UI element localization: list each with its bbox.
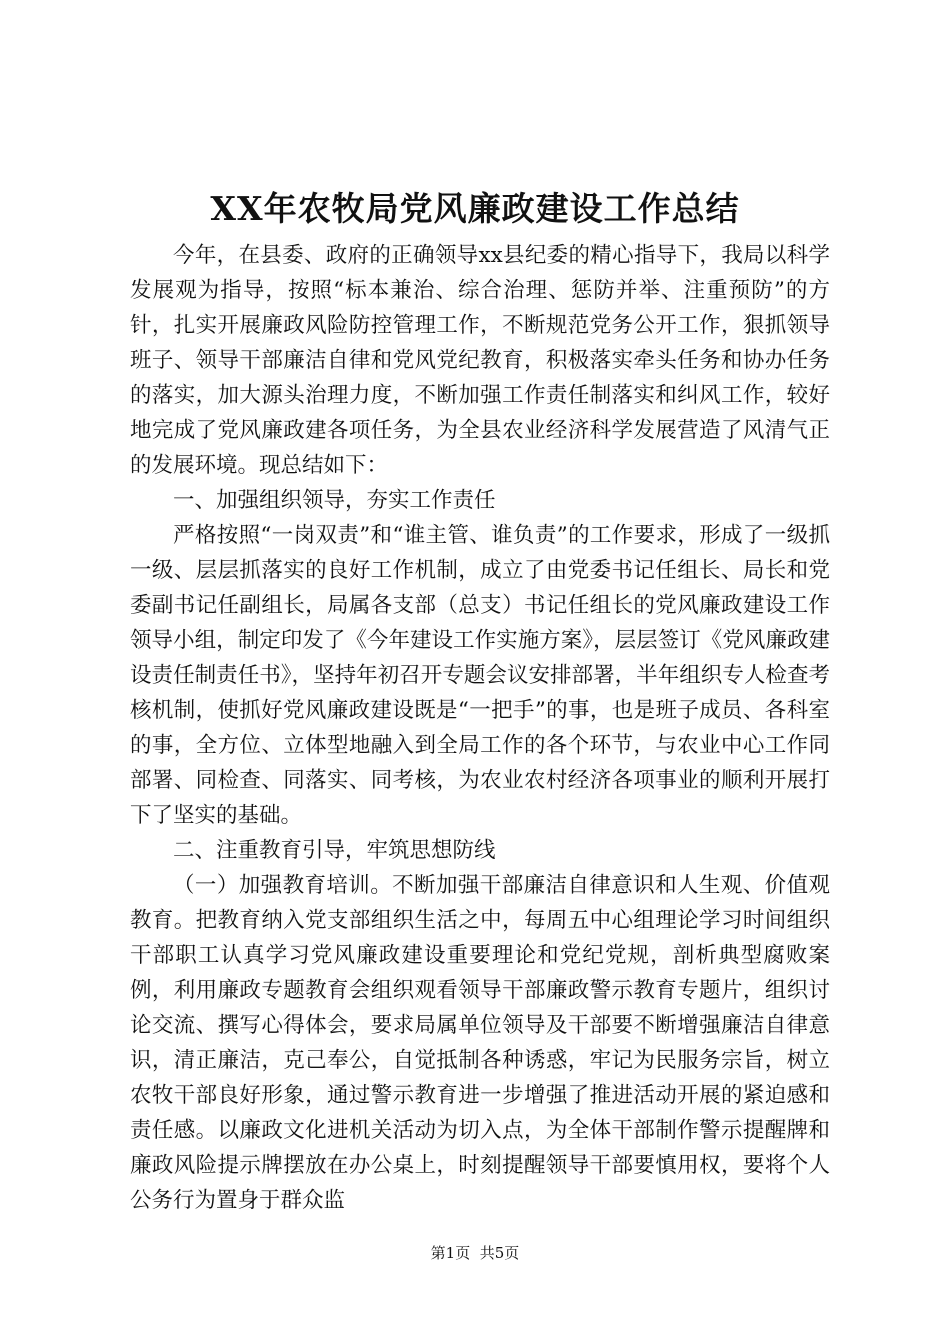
section-heading-1: 一、加强组织领导，夯实工作责任 — [173, 488, 496, 513]
intro-paragraph: 今年，在县委、政府的正确领导xx县纪委的精心指导下，我局以科学发展观为指导，按照“标本兼治、综合治理、惩防并举、注重预防”的方针，扎实开展廉政风险防控管理工作，不断规范党务公开工作，狠抓领导班子、领导干部廉洁自律和党风党纪教育，积极落实牵头任务和协办任务的落实，加大源头治理力度，不断加强工作责任制落实和纠风工作，较好地完成了党风廉政建各项任务，为全县农业经济科学发展营造了风清气正的发展环境。现总结如下： — [130, 243, 830, 478]
document-title: XX年农牧局党风廉政建设工作总结 — [210, 189, 740, 228]
section-heading-2: 二、注重教育引导，牢筑思想防线 — [173, 838, 496, 863]
section-2-paragraph: （一）加强教育培训。不断加强干部廉洁自律意识和人生观、价值观教育。把教育纳入党支部组织生活之中，每周五中心组理论学习时间组织干部职工认真学习党风廉政建设重要理论和党纪党规，剖析典型腐败案例，利用廉政专题教育会组织观看领导干部廉政警示教育专题片，组织讨论交流、撰写心得体会，要求局属单位领导及干部要不断增强廉洁自律意识，清正廉洁，克己奉公，自觉抵制各种诱惑，牢记为民服务宗旨，树立农牧干部良好形象，通过警示教育进一步增强了推进活动开展的紧迫感和责任感。以廉政文化进机关活动为切入点，为全体干部制作警示提醒牌和廉政风险提示牌摆放在办公桌上，时刻提醒领导干部要慎用权，要将个人公务行为置身于群众监 — [130, 873, 830, 1213]
section-1-paragraph: 严格按照“一岗双责”和“谁主管、谁负责”的工作要求，形成了一级抓一级、层层抓落实的良好工作机制，成立了由党委书记任组长、局长和党委副书记任副组长，局属各支部（总支）书记任组长的党风廉政建设工作领导小组，制定印发了《今年建设工作实施方案》，层层签订《党风廉政建设责任制责任书》，坚持年初召开专题会议安排部署，半年组织专人检查考核机制，使抓好党风廉政建设既是“一把手”的事，也是班子成员、各科室的事，全方位、立体型地融入到全局工作的各个环节，与农业中心工作同部署、同检查、同落实、同考核，为农业农村经济各项事业的顺利开展打下了坚实的基础。 — [130, 523, 830, 828]
document-body — [130, 238, 830, 1218]
page-number: 第1页 — [430, 1244, 471, 1262]
page-total: 共5页 — [479, 1244, 520, 1262]
page-footer — [0, 1243, 950, 1263]
